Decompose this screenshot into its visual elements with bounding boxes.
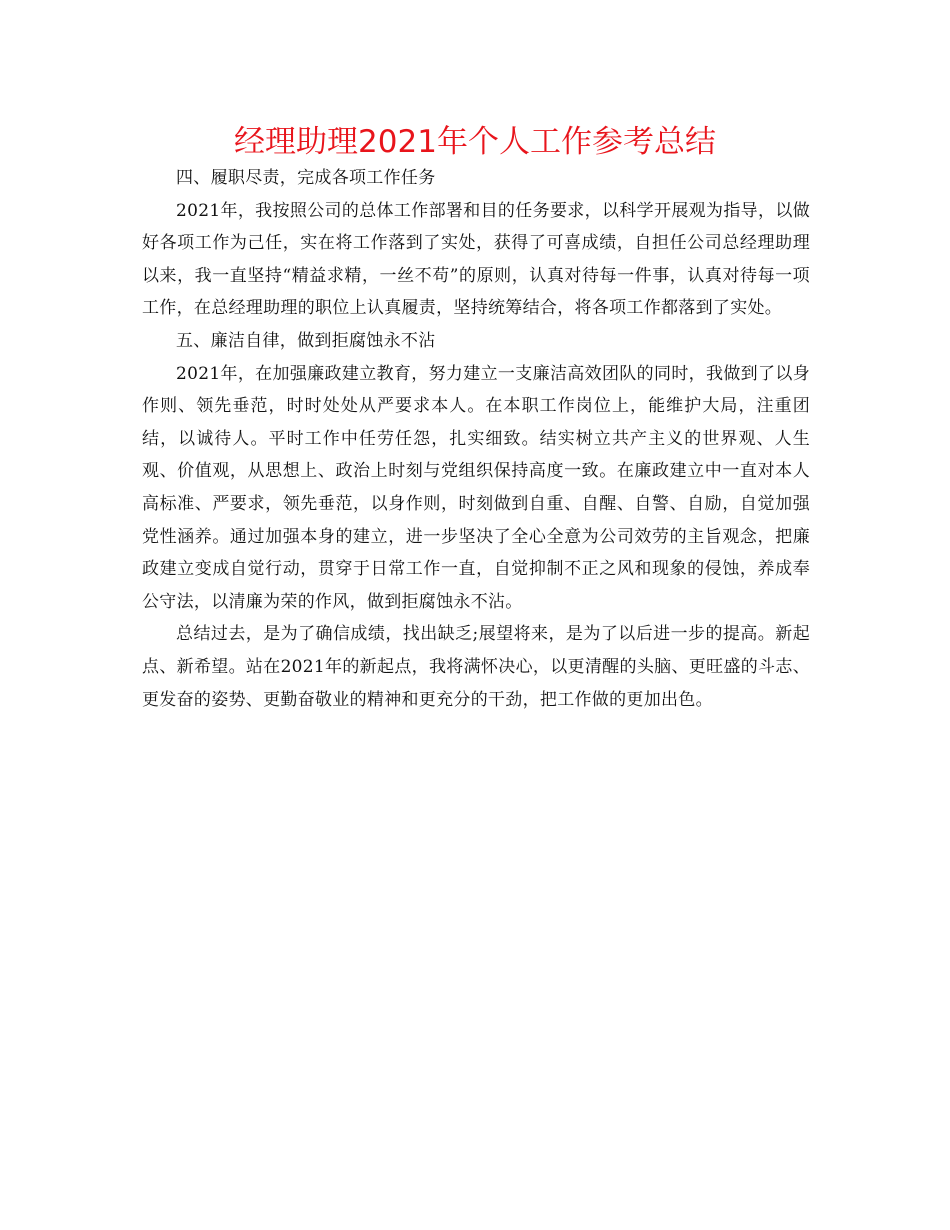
section-heading: 五、廉洁自律，做到拒腐蚀永不沾 [176,330,436,351]
document-body [142,162,810,716]
body-paragraph: 总结过去，是为了确信成绩，找出缺乏;展望将来，是为了以后进一步的提高。新起点、新希望。站在2021年的新起点，我将满怀决心，以更清醒的头脑、更旺盛的斗志、更发奋的姿势、更勤奋敬业的精神和更充分的干劲，把工作做的更加出色。 [142,624,810,710]
body-paragraph: 2021年，在加强廉政建立教育，努力建立一支廉洁高效团队的同时，我做到了以身作则、领先垂范，时时处处从严要求本人。在本职工作岗位上，能维护大局，注重团结，以诚待人。平时工作中任劳任怨，扎实细致。结实树立共产主义的世界观、人生观、价值观，从思想上、政治上时刻与党组织保持高度一致。在廉政建立中一直对本人高标准、严要求，领先垂范，以身作则，时刻做到自重、自醒、自警、自励，自觉加强党性涵养。通过加强本身的建立，进一步坚决了全心全意为公司效劳的主旨观念，把廉政建立变成自觉行动，贯穿于日常工作一直，自觉抑制不正之风和现象的侵蚀，养成奉公守法，以清廉为荣的作风，做到拒腐蚀永不沾。 [142,363,810,612]
section-heading: 四、履职尽责，完成各项工作任务 [176,168,436,188]
body-paragraph: 2021年，我按照公司的总体工作部署和目的任务要求，以科学开展观为指导，以做好各项工作为己任，实在将工作落到了实处，获得了可喜成绩，自担任公司总经理助理以来，我一直坚持“精益求精，一丝不苟”的原则，认真对待每一件事，认真对待每一项工作，在总经理助理的职位上认真履责，坚持统筹结合，将各项工作都落到了实处。 [142,200,810,319]
document-title: 经理助理2021年个人工作参考总结 [234,124,716,160]
